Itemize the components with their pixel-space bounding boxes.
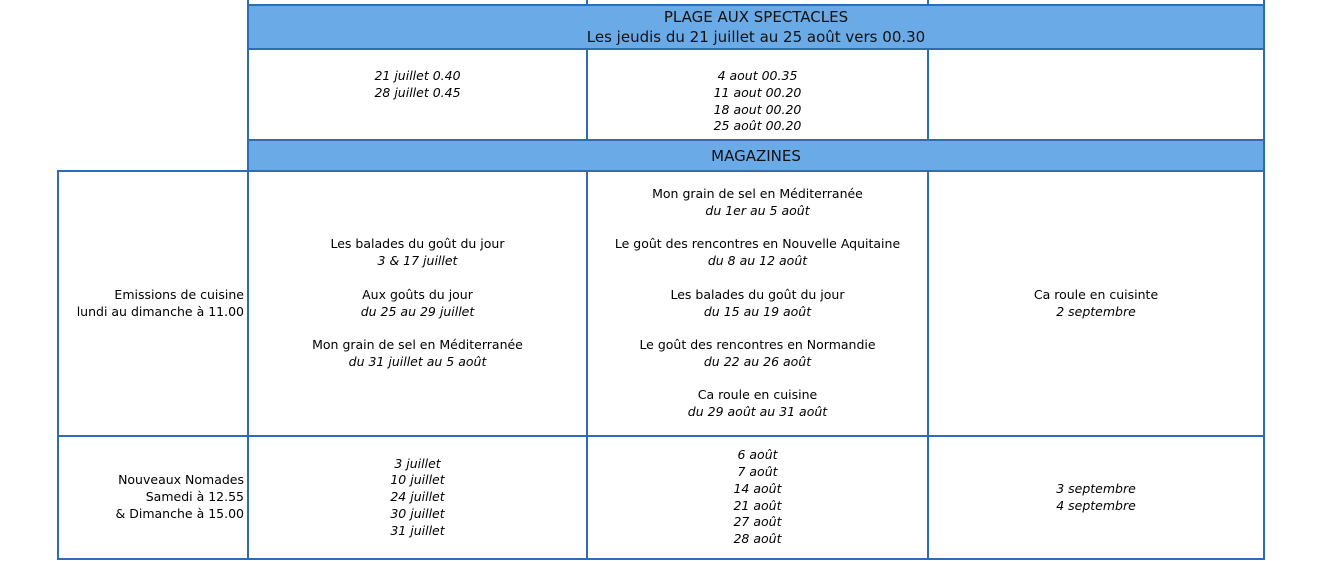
magazines-header — [247, 139, 1265, 172]
magazines-title: MAGAZINES — [711, 146, 801, 165]
broadcast-date: 3 juillet — [394, 455, 441, 471]
plage-date: 25 août 00.20 — [713, 118, 802, 134]
plage-subtitle: Les jeudis du 21 juillet au 25 août vers 00.30 — [586, 28, 926, 46]
plage-date: 4 aout 00.35 — [717, 68, 798, 83]
show-dates: du 1er au 5 août — [705, 202, 810, 218]
broadcast-date: 24 juillet — [390, 489, 445, 505]
cuisine-cell-col3 — [927, 170, 1265, 437]
show-name: Le goût des rencontres en Nouvelle Aquitaine — [614, 236, 901, 252]
show-name: Mon grain de sel en Méditerranée — [312, 337, 523, 353]
plage-date: 18 aout 00.20 — [713, 101, 802, 117]
nomades-label-cell — [57, 435, 249, 560]
show-name: Aux goûts du jour — [362, 286, 473, 302]
cuisine-cell-col1 — [247, 170, 588, 437]
cuisine-label-line: Emissions de cuisine — [114, 286, 244, 302]
broadcast-date: 6 août — [737, 447, 778, 463]
show-dates: du 25 au 29 juillet — [360, 303, 475, 319]
nomades-label-line: Samedi à 12.55 — [145, 489, 244, 505]
nomades-cell-col1 — [247, 435, 588, 560]
show-dates: du 15 au 19 août — [703, 303, 812, 319]
show-dates: du 22 au 26 août — [703, 353, 812, 369]
show-name: Ca roule en cuisine — [697, 387, 818, 403]
show-name: Mon grain de sel en Méditerranée — [652, 185, 863, 201]
plage-title: PLAGE AUX SPECTACLES — [663, 8, 849, 26]
show-name: Le goût des rencontres en Normandie — [639, 337, 876, 353]
nomades-cell-col3 — [927, 435, 1265, 560]
nomades-label-line: Nouveaux Nomades — [118, 472, 244, 488]
broadcast-date: 27 août — [733, 514, 782, 530]
broadcast-date: 14 août — [733, 480, 782, 496]
cuisine-cell-col2 — [586, 170, 929, 437]
plage-cell-col1 — [247, 48, 588, 141]
show-name: Les balades du goût du jour — [330, 236, 505, 252]
broadcast-date: 4 septembre — [1056, 497, 1136, 513]
show-dates: du 29 août au 31 août — [687, 404, 828, 420]
plage-date: 11 aout 00.20 — [713, 84, 802, 100]
broadcast-date: 30 juillet — [390, 505, 445, 521]
plage-header — [247, 4, 1265, 50]
broadcast-date: 28 août — [733, 531, 782, 547]
plage-date: 28 juillet 0.45 — [374, 84, 461, 100]
show-name: Les balades du goût du jour — [670, 286, 845, 302]
plage-cell-col2 — [586, 48, 929, 141]
show-dates: 2 septembre — [1056, 303, 1136, 319]
broadcast-date: 7 août — [737, 463, 778, 479]
show-dates: du 8 au 12 août — [707, 253, 808, 269]
plage-cell-col3 — [927, 48, 1265, 141]
show-dates: 3 & 17 juillet — [377, 253, 458, 269]
nomades-label-line: & Dimanche à 15.00 — [115, 505, 244, 521]
broadcast-date: 10 juillet — [390, 472, 445, 488]
cuisine-label-line: lundi au dimanche à 11.00 — [76, 303, 244, 319]
nomades-cell-col2 — [586, 435, 929, 560]
cuisine-label-cell — [57, 170, 249, 437]
plage-date: 21 juillet 0.40 — [374, 68, 461, 83]
broadcast-date: 3 septembre — [1056, 480, 1136, 496]
show-dates: du 31 juillet au 5 août — [348, 353, 487, 369]
show-name: Ca roule en cuisinte — [1033, 286, 1159, 302]
broadcast-date: 21 août — [733, 497, 782, 513]
broadcast-date: 31 juillet — [390, 522, 445, 538]
